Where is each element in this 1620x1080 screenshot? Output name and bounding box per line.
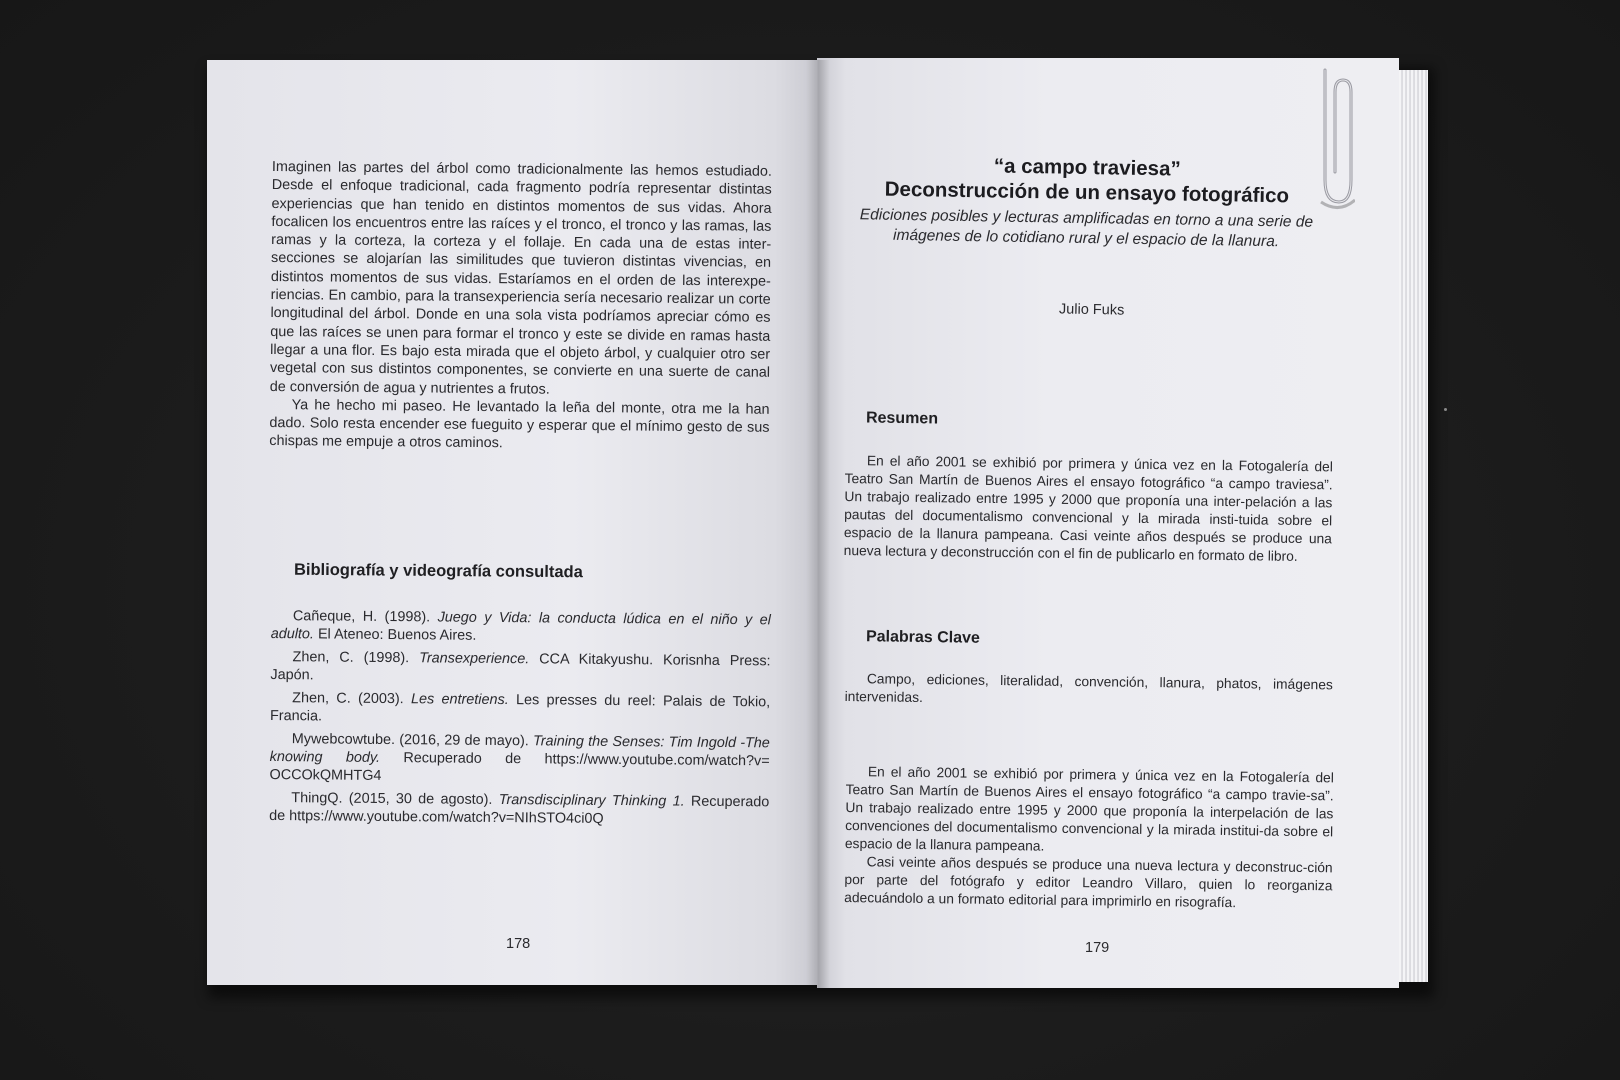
keywords-paragraph: Campo, ediciones, literalidad, convención, llanura, phatos, imágenes intervenidas. (844, 671, 1333, 706)
entry-title: Transdisciplinary Thinking 1. (498, 791, 685, 810)
entry-author: ThingQ. (2015, 30 de agosto). (291, 790, 499, 808)
entry-publisher: Recuperado de https://www.youtube.com/watch?v=NIhSTO4ci0Q (269, 793, 770, 827)
entry-publisher: El Ateneo: Buenos Aires. (313, 626, 477, 644)
keywords-heading: Palabras Clave (865, 628, 980, 647)
page-number-right: 179 (1085, 940, 1110, 956)
page-number-left: 178 (506, 936, 531, 952)
right-paragraph-1: En el año 2001 se exhibió por primera y única vez en la Fotogalería del Teatro San Martín de Buenos Aires el ensayo fotográfico “a campo travie-sa”. Un trabajo realizado entre 1995 y 2000 que proponía la interpelación de las convenciones del documentalismo convencional y la mirada institui-da sobre el espacio de la llanura pampeana. (844, 764, 1334, 854)
abstract-text (844, 452, 1333, 566)
bibliography-entry (270, 648, 770, 688)
chapter-title-block (848, 151, 1324, 253)
keywords-text (845, 670, 1333, 712)
dust-speck (1444, 408, 1447, 411)
entry-publisher: CCA Kitakyushu. Korisnha Press: Japón. (270, 651, 771, 684)
entry-title: Transexperience. (419, 650, 530, 668)
abstract-heading: Resumen (865, 409, 939, 428)
abstract-paragraph: En el año 2001 se exhibió por primera y única vez en la Fotogalería del Teatro San Martín de Buenos Aires el ensayo fotográfico “a campo traviesa”. Un trabajo realizado entre 1995 y 2000 que proponía una inter-pelación a las pautas del documentalismo convencional y la mirada insti-tuida sobre el espacio de la llanura pampeana. Casi veinte años después se produce una nueva lectura y deconstrucción con el fin de publicarlo en formato de libro. (843, 453, 1333, 564)
right-page-body (844, 763, 1334, 913)
entry-title: Training the Senses: Tim Ingold -The knowing body. (269, 733, 770, 766)
chapter-title: “a campo traviesa” (993, 154, 1181, 181)
entry-author: Cañeque, H. (1998). (292, 608, 438, 626)
left-page-body (269, 158, 772, 456)
entry-publisher: Les presses du reel: Palais de Tokio, Francia. (269, 692, 771, 725)
page-edges (1395, 70, 1428, 982)
entry-title: Les entretiens. (410, 691, 509, 709)
bibliography-list (269, 607, 771, 834)
book-gutter (806, 60, 830, 988)
bibliography-entry (269, 789, 769, 829)
chapter-title-secondary: Deconstrucción de un ensayo fotográfico (884, 177, 1290, 208)
bibliography-entry (270, 689, 770, 729)
bibliography-entry (269, 730, 769, 788)
entry-author: Zhen, C. (2003). (292, 690, 412, 708)
left-paragraph-2: Ya he hecho mi paseo. He levantado la leña del monte, otra me la han dado. Solo resta encender ese fueguito y esperar que el mínimo gesto de sus chispas me empuje a otros caminos. (269, 397, 770, 452)
entry-publisher: Recuperado de https://www.youtube.com/watch?v= OCCOkQMHTG4 (269, 749, 770, 784)
chapter-subtitle: Ediciones posibles y lecturas amplificadas en torno a una serie de imágenes de lo cotidiano rural y el espacio de la llanura. (859, 206, 1314, 251)
bibliography-entry (271, 607, 771, 647)
entry-author: Mywebcowtube. (2016, 29 de mayo). (291, 731, 534, 750)
author-name: Julio Fuks (1058, 301, 1125, 319)
entry-author: Zhen, C. (1998). (292, 649, 420, 667)
paperclip-icon (1315, 62, 1355, 212)
entry-title: Juego y Vida: la conducta lúdica en el niño y el adulto. (270, 609, 771, 643)
bibliography-heading: Bibliografía y videografía consultada (293, 560, 583, 582)
left-paragraph-1: Imaginen las partes del árbol como tradicionalmente las hemos estudiado. Desde el enfoque tradicional, cada fragmento podría representar distintas experiencias que han tenido en distintos momentos de sus vidas. Ahora focalicen los encuentros entre las raíces y el tronco, el tronco y las ramas, las ramas y la corteza, la corteza y el follaje. En cada una de estas inter-secciones se alojarían las similitudes que tuvieron distintas vivencias, en distintos momentos de sus vidas. Estaríamos en el orden de las interexpe-riencias. En cambio, para la transexperiencia sería necesario realizar un corte longitudinal del árbol. Donde en una sola vista podríamos apreciar cómo es que las raíces se unen para formar el tronco y este se divide en ramas hasta llegar a una flor. Es bajo esta mirada que el objeto árbol, y cualquier otro ser vegetal con sus distintos componentes, se convierte en una suerte de canal de conversión de agua y nutrientes a frutos. (269, 158, 772, 398)
right-paragraph-2: Casi veinte años después se produce una nueva lectura y deconstruc-ción por parte del fotógrafo y editor Leandro Villaro, quien lo reorganiza adecuándolo a un formato editorial para imprimirlo en risografía. (844, 854, 1333, 911)
